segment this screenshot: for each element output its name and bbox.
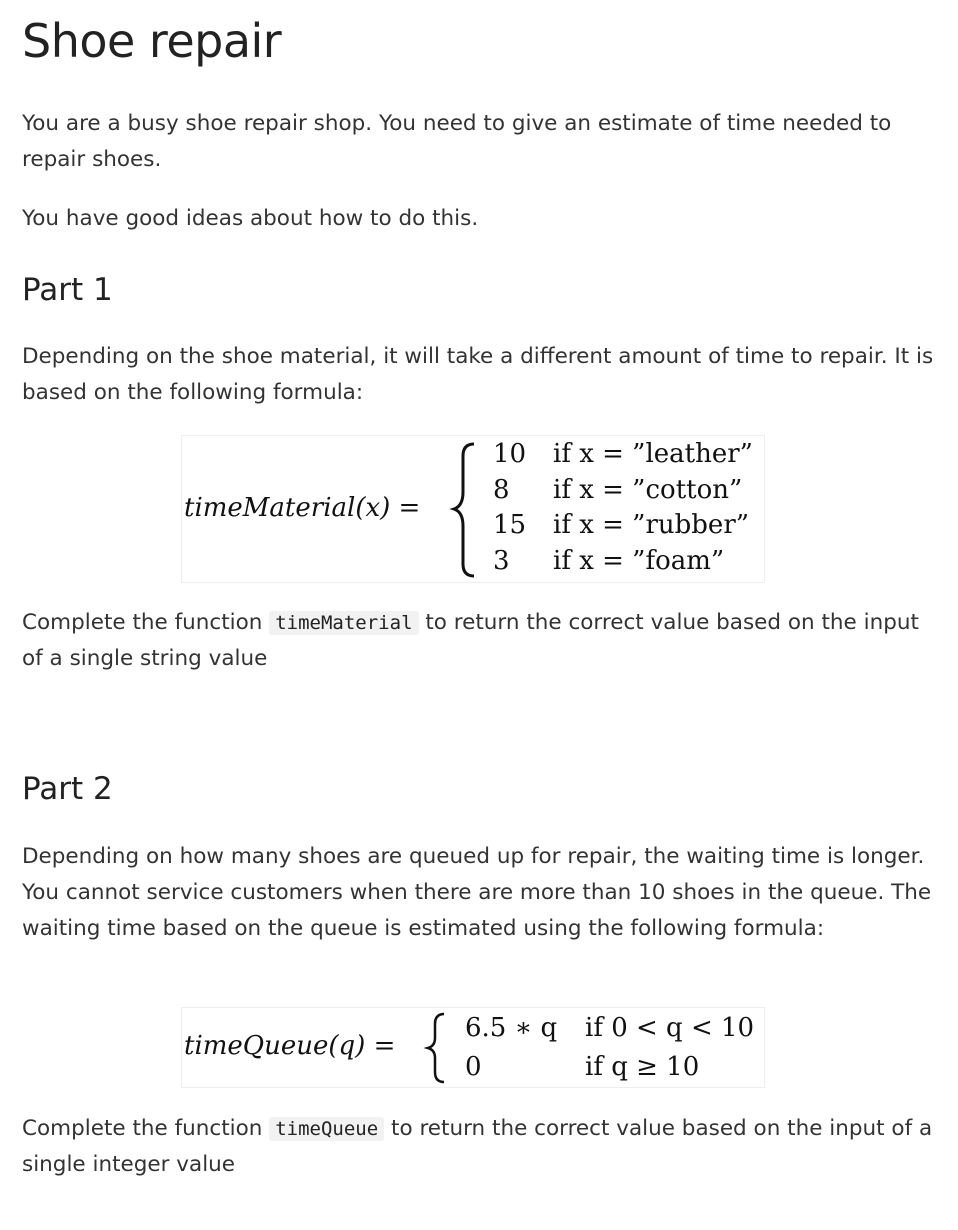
page-title: Shoe repair [22,14,282,68]
part2-description: Depending on how many shoes are queued up for repair, the waiting time is longer. You cannot service customers when there are more than 10 shoes in the queue. The waiting time based on the queue is estimated using the following formula: [22,844,932,941]
part2-instruction [22,1111,937,1183]
left-brace [454,444,474,576]
formula-lhs: timeQueue(q) = [184,1031,396,1061]
instruction-text: Complete the function [22,610,270,635]
time-queue-formula [181,1007,765,1088]
case-condition: if x = ”cotton” [553,475,743,505]
instruction-text: Complete the function [22,1116,270,1141]
function-name-code: timeMaterial [269,611,418,635]
part1-instruction [22,605,937,677]
time-material-formula-svg [182,436,764,582]
time-material-formula [181,435,765,583]
case-value: 15 [493,510,527,540]
function-name-code: timeQueue [269,1117,384,1141]
formula-lhs: timeMaterial(x) = [184,493,421,523]
case-condition: if x = ”rubber” [553,510,750,540]
case-value: 10 [493,439,527,469]
case-condition: if x = ”foam” [553,546,725,576]
left-brace [428,1014,444,1082]
case-condition: if q ≥ 10 [585,1052,700,1082]
intro-paragraph: You are a busy shoe repair shop. You need to give an estimate of time needed to repair shoes. [22,111,892,172]
time-queue-formula-svg [182,1008,764,1087]
part1-description: Depending on the shoe material, it will take a different amount of time to repair. It is based on the following formula: [22,344,934,405]
case-value: 8 [493,475,510,505]
instruction-text: to return the correct value based on the input of a single integer value [22,1116,933,1177]
instruction-text: to return the correct value based on the input of a single string value [22,610,919,671]
part1-heading: Part 1 [22,272,113,308]
case-value: 3 [493,546,510,576]
case-condition: if x = ”leather” [553,439,753,469]
case-value: 0 [465,1052,482,1082]
case-condition: if 0 < q < 10 [585,1013,755,1043]
intro-paragraph-2: You have good ideas about how to do this. [22,206,479,231]
part2-heading: Part 2 [22,771,113,807]
case-value: 6.5 ∗ q [465,1013,558,1043]
